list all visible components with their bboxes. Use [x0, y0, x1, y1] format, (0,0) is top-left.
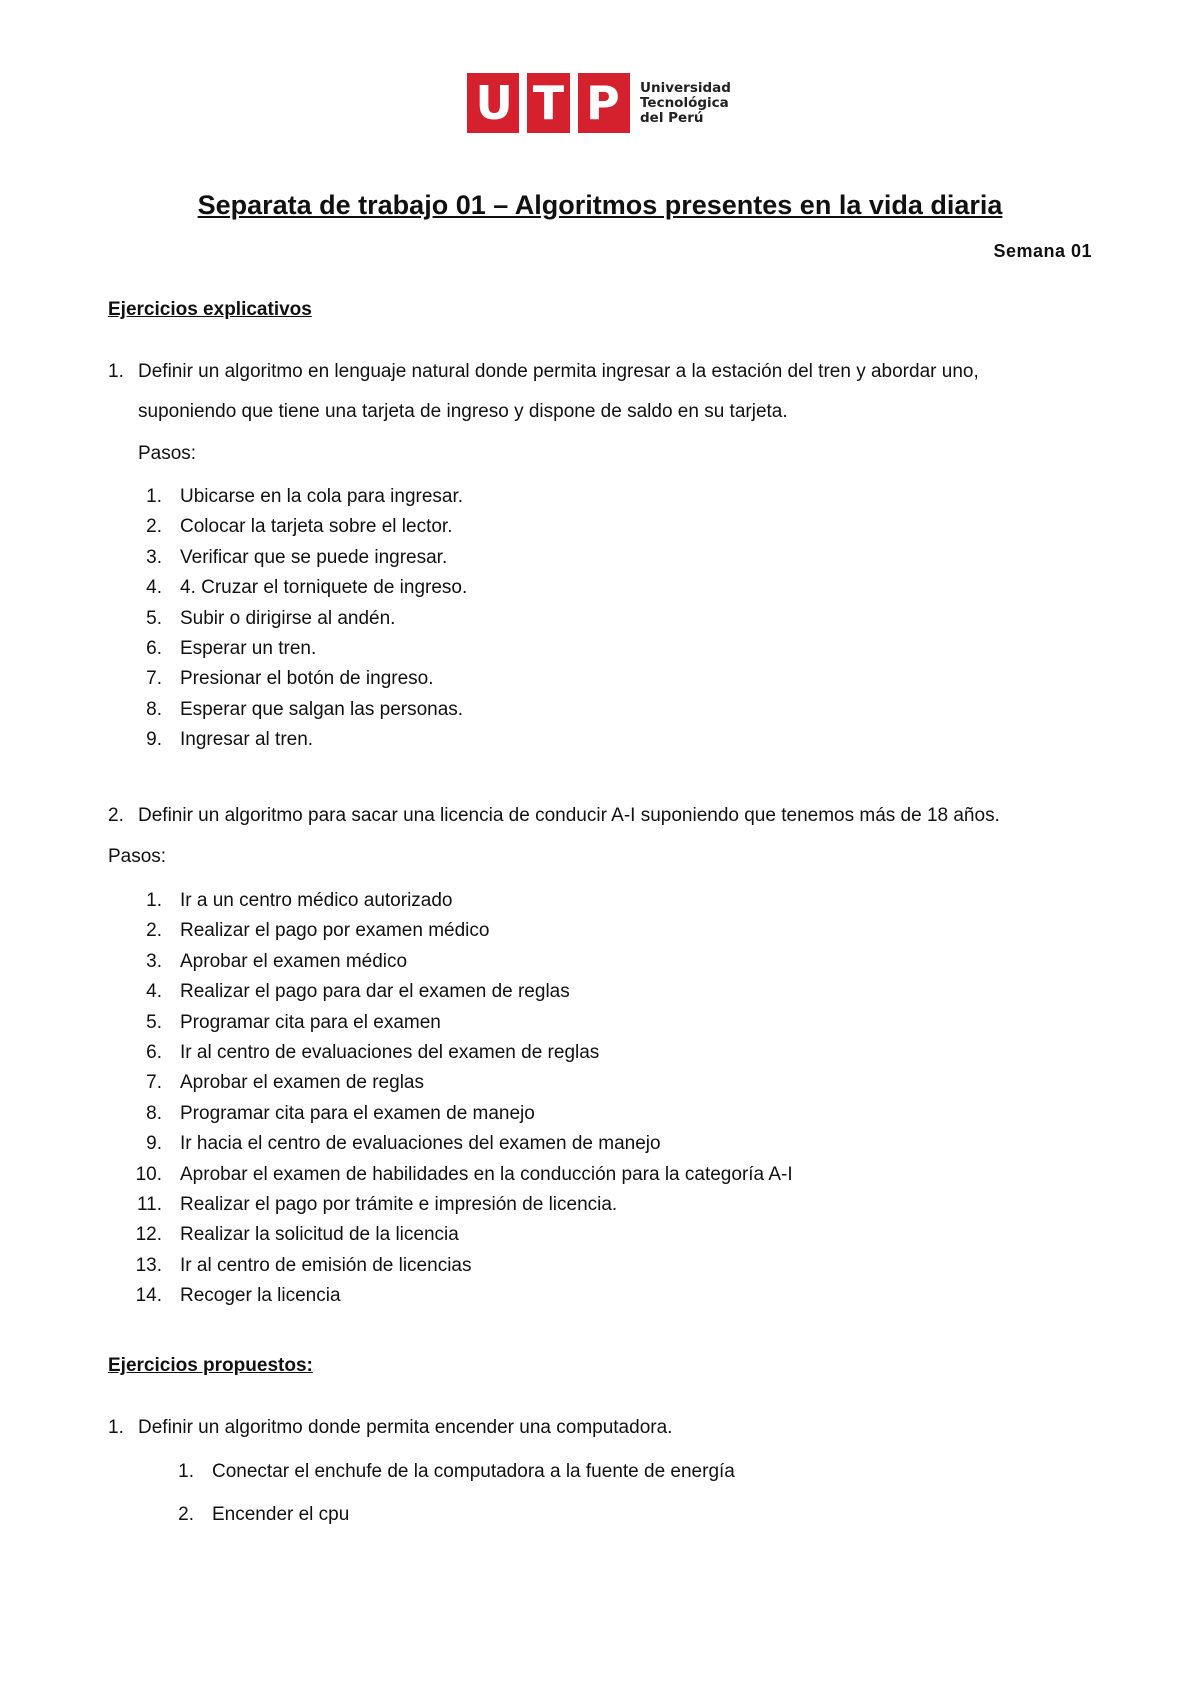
step-text: Realizar el pago por examen médico — [180, 920, 490, 942]
step-number: 7. — [146, 668, 162, 690]
step-number: 12. — [135, 1224, 162, 1246]
logo-line: Universidad — [640, 79, 731, 96]
step-text: Esperar un tren. — [180, 638, 317, 659]
step-number: 7. — [146, 1072, 162, 1094]
step-number: 4. — [146, 577, 162, 599]
pasos-label: Pasos: — [138, 443, 197, 464]
section-heading-propuestos: Ejercicios propuestos: — [108, 1355, 313, 1376]
step-text: Esperar que salgan las personas. — [180, 698, 464, 720]
step-text: Colocar la tarjeta sobre el lector. — [180, 516, 453, 538]
step-text: Subir o dirigirse al andén. — [180, 607, 396, 629]
step-text: Ir al centro de emisión de licencias — [180, 1254, 472, 1276]
step-text: 4. Cruzar el torniquete de ingreso. — [180, 577, 468, 599]
logo-letter-u: U — [475, 76, 513, 130]
pasos-label: Pasos: — [108, 846, 167, 867]
step-text: Ir hacia el centro de evaluaciones del examen de manejo — [180, 1133, 661, 1155]
step-text: Programar cita para el examen de manejo — [180, 1102, 535, 1124]
step-number: 2. — [146, 516, 162, 538]
step-text: Ingresar al tren. — [180, 729, 314, 751]
step-number: 3. — [146, 546, 162, 568]
step-number: 2. — [146, 920, 162, 942]
logo-divider — [519, 73, 527, 133]
logo-letter-t: T — [532, 76, 565, 130]
step-text: Presionar el botón de ingreso. — [180, 668, 434, 690]
step-text: Realizar el pago para dar el examen de reglas — [180, 981, 570, 1003]
step-number: 6. — [146, 1042, 162, 1063]
step-text: Realizar la solicitud de la licencia — [180, 1224, 459, 1246]
utp-logo — [467, 73, 731, 133]
logo-letter-p: P — [585, 76, 620, 130]
step-number: 9. — [146, 729, 162, 751]
step-number: 1. — [146, 486, 162, 507]
exercise-text: Definir un algoritmo donde permita encender una computadora. — [138, 1417, 673, 1438]
step-number: 11. — [136, 1194, 162, 1215]
step-number: 13. — [135, 1254, 162, 1276]
step-number: 5. — [146, 1011, 162, 1033]
step-number: 8. — [146, 1102, 162, 1124]
exercise-text: Definir un algoritmo para sacar una licencia de conducir A-I suponiendo que tenemos más de 18 años. — [138, 805, 1000, 826]
step-text: Verificar que se puede ingresar. — [180, 546, 448, 568]
step-number: 14. — [135, 1285, 162, 1307]
step-number: 8. — [146, 698, 162, 720]
logo-wordmark — [640, 81, 731, 126]
step-text: Aprobar el examen médico — [180, 950, 408, 972]
step-number: 1. — [178, 1461, 194, 1482]
step-text: Ir a un centro médico autorizado — [180, 890, 453, 911]
exercise-number: 1. — [108, 361, 124, 382]
week-label: Semana 01 — [993, 241, 1092, 261]
step-number: 6. — [146, 638, 162, 659]
logo-box — [467, 73, 630, 133]
exercise-number: 1. — [108, 1417, 124, 1438]
exercise-number: 2. — [108, 805, 124, 826]
logo-divider — [570, 73, 578, 133]
step-text: Aprobar el examen de reglas — [180, 1072, 424, 1094]
step-text: Recoger la licencia — [180, 1285, 341, 1307]
logo-line: Tecnológica — [640, 94, 729, 111]
exercise-text: suponiendo que tiene una tarjeta de ingreso y dispone de saldo en su tarjeta. — [138, 401, 788, 422]
exercise-text: Definir un algoritmo en lenguaje natural donde permita ingresar a la estación del tren y abordar uno, — [138, 361, 979, 382]
step-text: Programar cita para el examen — [180, 1011, 441, 1033]
step-number: 1. — [146, 890, 162, 911]
step-text: Aprobar el examen de habilidades en la conducción para la categoría A-I — [180, 1163, 793, 1185]
step-number: 10. — [135, 1163, 162, 1185]
step-number: 5. — [146, 607, 162, 629]
step-number: 2. — [178, 1504, 194, 1525]
step-text: Ubicarse en la cola para ingresar. — [180, 486, 464, 507]
step-text: Conectar el enchufe de la computadora a la fuente de energía — [212, 1461, 735, 1482]
step-text: Encender el cpu — [212, 1504, 350, 1525]
section-heading-explicativos: Ejercicios explicativos — [108, 299, 312, 320]
step-number: 9. — [146, 1133, 162, 1155]
step-number: 3. — [146, 950, 162, 972]
logo-line: del Perú — [640, 109, 704, 126]
step-text: Realizar el pago por trámite e impresión de licencia. — [180, 1194, 618, 1215]
document-title: Separata de trabajo 01 – Algoritmos presentes en la vida diaria — [197, 190, 1003, 220]
step-text: Ir al centro de evaluaciones del examen de reglas — [180, 1042, 600, 1063]
step-number: 4. — [146, 981, 162, 1003]
